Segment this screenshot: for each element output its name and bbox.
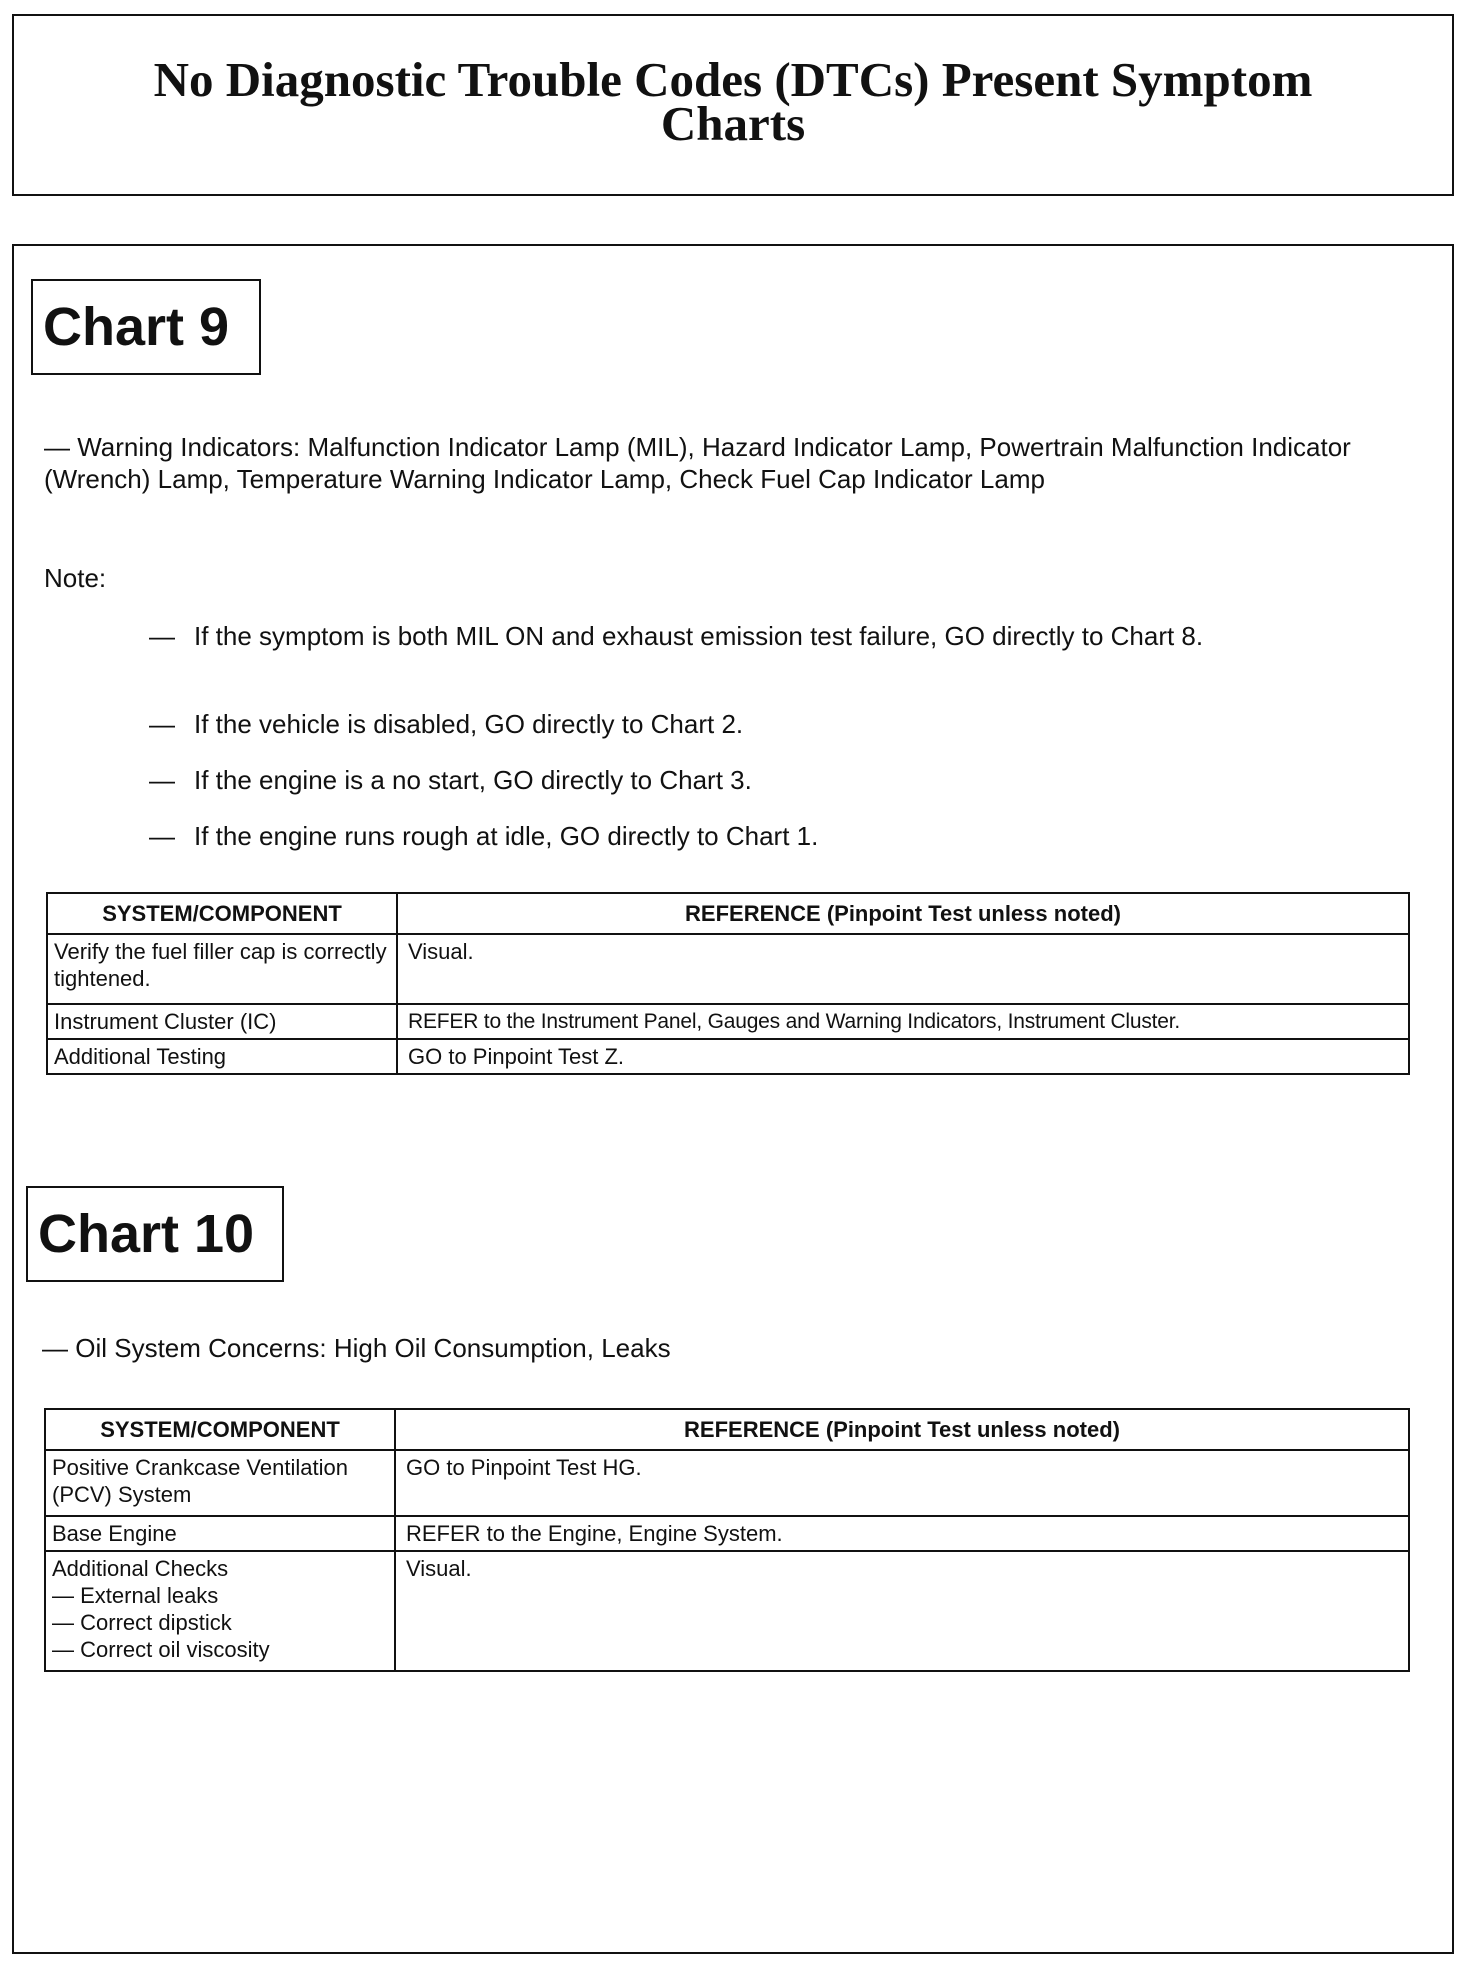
additional-checks-title: Additional Checks (52, 1556, 229, 1581)
page-title: No Diagnostic Trouble Codes (DTCs) Present Symptom Charts (153, 52, 1313, 151)
table-cell: REFER to the Engine, Engine System. (395, 1516, 1409, 1551)
column-header: SYSTEM/COMPONENT (45, 1409, 395, 1450)
table-cell: Visual. (395, 1551, 1409, 1671)
note-item: — If the engine is a no start, GO directly to Chart 3. (149, 765, 752, 795)
note-text: If the engine runs rough at idle, GO directly to Chart 1. (194, 821, 819, 851)
chart-9-note-label: Note: (44, 563, 107, 593)
table-cell: REFER to the Instrument Panel, Gauges and Warning Indicators, Instrument Cluster. (397, 1004, 1409, 1039)
table-cell: Base Engine (45, 1516, 395, 1551)
note-text: If the vehicle is disabled, GO directly to Chart 2. (194, 709, 744, 739)
chart-9-description: — Warning Indicators: Malfunction Indicator Lamp (MIL), Hazard Indicator Lamp, Powertrain Malfunction Indicator (Wrench) Lamp, Temperature Warning Indicator Lamp, Check Fuel Cap Indicator Lamp (44, 432, 1351, 494)
table-cell: Positive Crankcase Ventilation (PCV) System (45, 1450, 395, 1516)
table-row (45, 1450, 1409, 1516)
chart-9-table (46, 892, 1410, 1075)
table-header-row (45, 1409, 1409, 1450)
table-cell: GO to Pinpoint Test Z. (397, 1039, 1409, 1074)
table-cell: Visual. (397, 934, 1409, 1004)
column-header: SYSTEM/COMPONENT (47, 893, 397, 934)
chart-10-label: Chart 10 (26, 1186, 284, 1282)
table-header-row (47, 893, 1409, 934)
table-cell: Instrument Cluster (IC) (47, 1004, 397, 1039)
note-item: — If the symptom is both MIL ON and exhaust emission test failure, GO directly to Chart 8. (149, 621, 1204, 651)
note-item: — If the vehicle is disabled, GO directly to Chart 2. (149, 709, 744, 739)
sub-item: — Correct dipstick (52, 1610, 232, 1635)
chart-9-label: Chart 9 (31, 279, 261, 375)
sub-item: — Correct oil viscosity (52, 1637, 270, 1662)
column-header: REFERENCE (Pinpoint Test unless noted) (397, 893, 1409, 934)
table-cell (45, 1551, 395, 1671)
content-box (12, 244, 1454, 1954)
table-row (47, 1004, 1409, 1039)
chart-10-table (44, 1408, 1410, 1672)
column-header: REFERENCE (Pinpoint Test unless noted) (395, 1409, 1409, 1450)
title-box (12, 14, 1454, 196)
table-cell: Additional Testing (47, 1039, 397, 1074)
table-cell: GO to Pinpoint Test HG. (395, 1450, 1409, 1516)
note-item: — If the engine runs rough at idle, GO directly to Chart 1. (149, 821, 819, 851)
table-row (45, 1551, 1409, 1671)
table-row (47, 1039, 1409, 1074)
note-text: If the symptom is both MIL ON and exhaust emission test failure, GO directly to Chart 8. (194, 621, 1204, 651)
note-text: If the engine is a no start, GO directly to Chart 3. (194, 765, 752, 795)
sub-item: — External leaks (52, 1583, 219, 1608)
chart-10-description: — Oil System Concerns: High Oil Consumption, Leaks (42, 1333, 671, 1363)
table-row (47, 934, 1409, 1004)
table-row (45, 1516, 1409, 1551)
table-cell: Verify the fuel filler cap is correctly tightened. (47, 934, 397, 1004)
